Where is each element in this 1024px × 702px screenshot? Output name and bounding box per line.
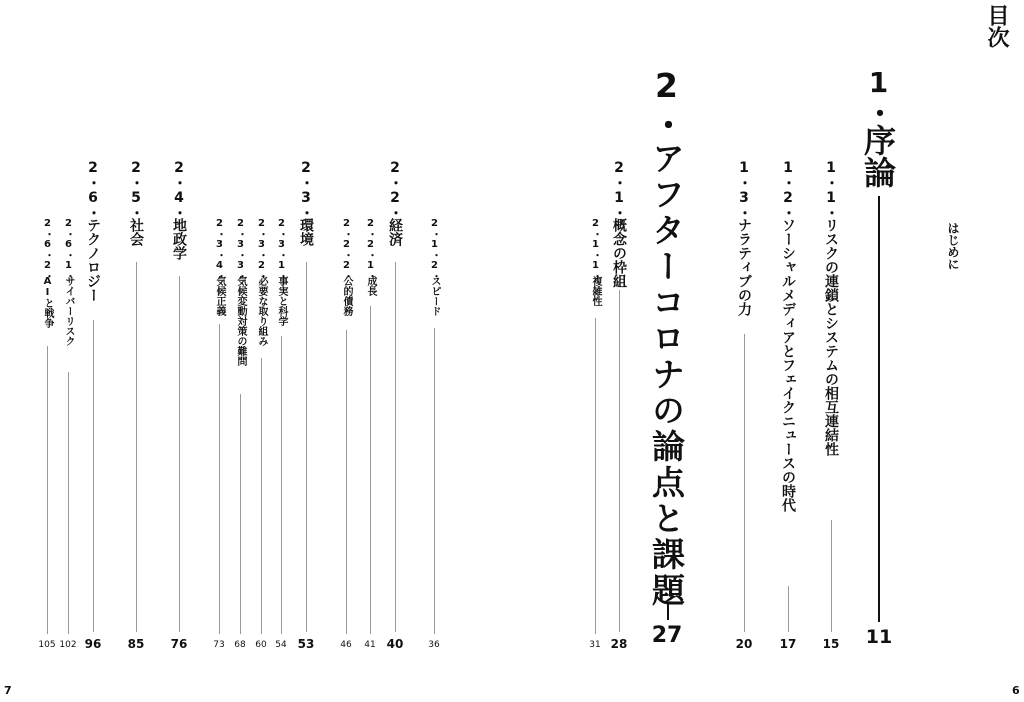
section-leader-line (395, 262, 396, 632)
section-page-number: 20 (735, 637, 753, 651)
section-title: 地政学 (171, 218, 187, 260)
chapter-title: アフターコロナの論点と課題 (647, 141, 686, 609)
section-page-number: 40 (386, 637, 404, 651)
subsection-title: 気候変動対策の難問 (235, 276, 246, 366)
subsection-number: 2・1・1・ (590, 218, 601, 281)
subsection-title: サイバーリスク (63, 276, 74, 346)
section-title: テクノロジー (85, 218, 101, 302)
subsection-number: 2・3・1・ (276, 218, 287, 281)
subsection-number: 2・1・2・ (429, 218, 440, 281)
chapter-title: 序論 (859, 124, 897, 188)
section-page-number: 15 (822, 637, 840, 651)
section-leader-line (136, 262, 137, 632)
chapter-number: 2・ (647, 66, 686, 144)
subsection-leader-line (68, 372, 69, 634)
section-leader-line (788, 586, 789, 632)
subsection-page-number: 36 (428, 640, 440, 650)
section-title: 概念の枠組 (611, 218, 627, 288)
subsection-page-number: 54 (275, 640, 287, 650)
section-page-number: 76 (170, 637, 188, 651)
section-title: 環境 (298, 218, 314, 246)
section-number: 1・3・ (736, 160, 752, 220)
section-page-number: 17 (779, 637, 797, 651)
subsection-leader-line (47, 346, 48, 634)
subsection-leader-line (346, 330, 347, 634)
section-page-number: 28 (610, 637, 628, 651)
section-title: 経済 (387, 218, 403, 246)
subsection-number: 2・3・3・ (235, 218, 246, 281)
section-leader-line (93, 320, 94, 632)
subsection-number: 2・6・2・ (42, 218, 53, 281)
section-title: リスクの連鎖とシステムの相互連結性 (823, 218, 839, 456)
subsection-leader-line (240, 394, 241, 634)
subsection-title: スピード (429, 276, 440, 316)
subsection-title: AIと戦争 (42, 276, 53, 328)
section-number: 1・2・ (780, 160, 796, 220)
chapter-leader-line (667, 602, 669, 620)
section-number: 2・5・ (128, 160, 144, 220)
subsection-title: 成長 (365, 276, 376, 296)
subsection-number: 2・3・2・ (256, 218, 267, 281)
subsection-number: 2・3・4・ (214, 218, 225, 281)
section-number: 2・6・ (85, 160, 101, 220)
subsection-page-number: 60 (255, 640, 267, 650)
page-title: 目次 (984, 4, 1009, 48)
section-leader-line (744, 334, 745, 632)
subsection-title: 公的債務 (341, 276, 352, 316)
section-number: 2・3・ (298, 160, 314, 220)
chapter-number: 1・ (862, 66, 895, 127)
right-folio: 6 (1012, 684, 1020, 697)
chapter-page-number: 27 (651, 623, 683, 648)
section-leader-line (179, 276, 180, 632)
section-leader-line (306, 262, 307, 632)
section-number: 1・1・ (823, 160, 839, 220)
section-number: 2・4・ (171, 160, 187, 220)
section-title: 社会 (128, 218, 144, 246)
subsection-page-number: 102 (59, 640, 77, 650)
subsection-page-number: 46 (340, 640, 352, 650)
subsection-number: 2・2・1・ (365, 218, 376, 281)
section-number: 2・1・ (611, 160, 627, 220)
subsection-leader-line (219, 324, 220, 634)
subsection-title: 複雑性 (590, 276, 601, 306)
section-page-number: 85 (127, 637, 145, 651)
section-page-number: 53 (297, 637, 315, 651)
subsection-number: 2・6・1・ (63, 218, 74, 281)
subsection-leader-line (595, 318, 596, 634)
section-title: ナラティブの力 (736, 218, 752, 316)
subsection-page-number: 105 (38, 640, 56, 650)
subsection-page-number: 73 (213, 640, 225, 650)
section-number: 2・2・ (387, 160, 403, 220)
left-folio: 7 (4, 684, 12, 697)
section-leader-line (619, 290, 620, 632)
subsection-leader-line (370, 306, 371, 634)
section-page-number: 96 (84, 637, 102, 651)
subsection-page-number: 41 (364, 640, 376, 650)
subsection-leader-line (281, 336, 282, 634)
subsection-page-number: 68 (234, 640, 246, 650)
subsection-leader-line (434, 328, 435, 634)
chapter-leader-line (878, 196, 880, 622)
section-leader-line (831, 520, 832, 632)
chapter-page-number: 11 (865, 626, 893, 648)
subsection-number: 2・2・2・ (341, 218, 352, 281)
subsection-title: 必要な取り組み (256, 276, 267, 346)
section-title: ソーシャルメディアとフェイクニュースの時代 (780, 218, 796, 512)
subsection-page-number: 31 (589, 640, 601, 650)
subsection-title: 気候正義 (214, 276, 225, 316)
subsection-leader-line (261, 358, 262, 634)
toc-intro[interactable]: はじめに (946, 222, 960, 270)
subsection-title: 事実と科学 (276, 276, 287, 326)
